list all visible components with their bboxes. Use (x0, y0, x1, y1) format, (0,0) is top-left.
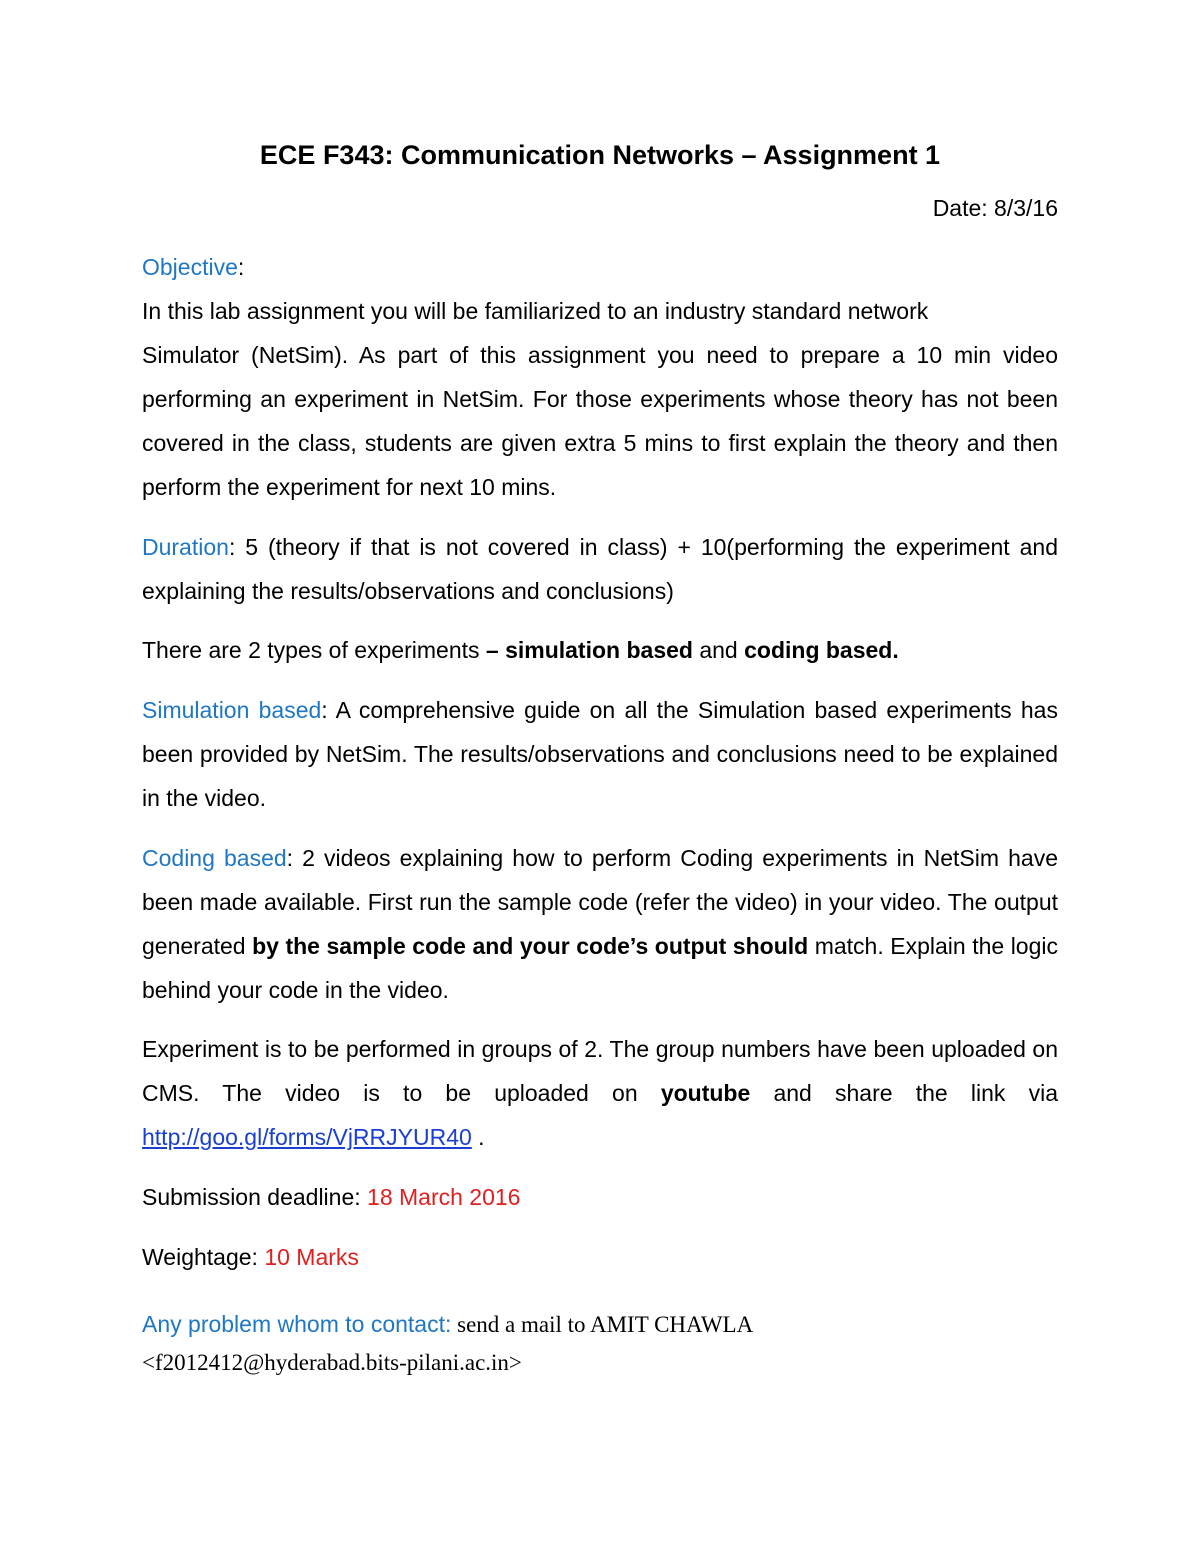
types-paragraph (142, 628, 1058, 672)
types-simulation: – simulation based (485, 637, 693, 663)
simulation-paragraph (142, 688, 1058, 820)
document-date: Date: 8/3/16 (932, 195, 1058, 221)
experiment-text: Experiment is to be performed in groups of 2. The group numbers have been uploaded on CMS. The video is to be uploaded on (142, 1036, 1058, 1106)
weightage-label: Weightage: (142, 1244, 265, 1270)
form-link[interactable]: http://goo.gl/forms/VjRRJYUR40 (142, 1124, 472, 1150)
deadline-label: Submission deadline: (142, 1184, 368, 1210)
coding-bold-text: by the sample code and your code’s output should (252, 933, 809, 959)
experiment-paragraph (142, 1027, 1058, 1159)
experiment-share: and share the link via (750, 1080, 1058, 1106)
contact-label: Any problem whom to contact: (142, 1311, 452, 1337)
objective-text: Simulator (NetSim). As part of this assignment you need to prepare a 10 min video performing an experiment in NetSim. For those experiments whose theory has not been covered in the class, students are given extra 5 mins to first explain the theory and then perform the experiment for next 10 mins. (142, 342, 1058, 500)
deadline-paragraph (142, 1175, 1058, 1219)
youtube-text: youtube (660, 1080, 751, 1106)
simulation-label: Simulation based (142, 697, 322, 723)
simulation-text: : A comprehensive guide on all the Simulation based experiments has been provided by NetSim. The results/observations and conclusions need to be explained in the video. (142, 697, 1058, 811)
types-prefix: There are 2 types of experiments (142, 637, 486, 663)
weightage-value: 10 Marks (264, 1244, 359, 1270)
objective-heading: Objective: (142, 254, 245, 280)
coding-text-end: match. Explain the logic behind your code in the video. (142, 933, 1058, 1003)
objective-first-line: In this lab assignment you will be familiarized to an industry standard network (142, 298, 929, 324)
coding-text: : 2 videos explaining how to perform Coding experiments in NetSim have been made available. First run the sample code (refer the video) in your video. The output generated (142, 845, 1058, 959)
weightage-paragraph (142, 1235, 1058, 1279)
contact-text: send a mail to AMIT CHAWLA (451, 1312, 754, 1337)
types-coding: coding based. (744, 637, 899, 663)
contact-email: <f2012412@hyderabad.bits-pilani.ac.in> (142, 1350, 522, 1375)
duration-label: Duration (142, 534, 229, 560)
duration-text: : 5 (theory if that is not covered in class) + 10(performing the experiment and explaining the results/observations and conclusions) (142, 534, 1058, 604)
deadline-value: 18 March 2016 (367, 1184, 521, 1210)
contact-section (142, 1305, 1058, 1382)
document-title: ECE F343: Communication Networks – Assignment 1 (259, 140, 941, 170)
coding-paragraph (142, 836, 1058, 1012)
objective-label: Objective (142, 254, 238, 280)
contact-line (142, 1305, 1058, 1344)
coding-label: Coding based (142, 845, 287, 871)
types-and: and (692, 637, 745, 663)
objective-section (142, 245, 1058, 509)
duration-paragraph (142, 525, 1058, 613)
experiment-end: . (471, 1124, 485, 1150)
